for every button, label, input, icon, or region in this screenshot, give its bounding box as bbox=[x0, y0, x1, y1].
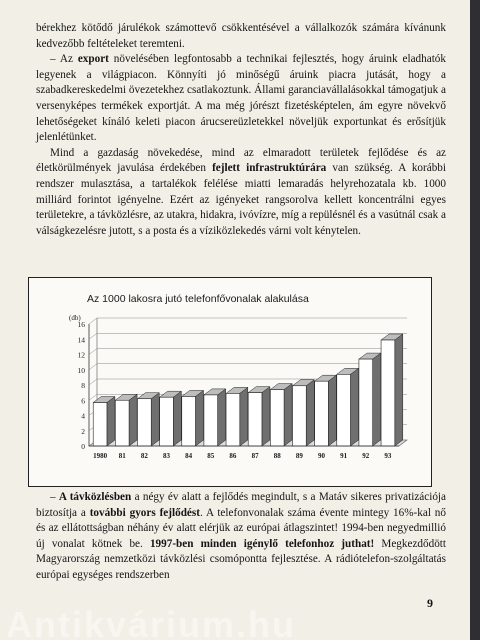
gridline-diagonal bbox=[89, 364, 97, 370]
y-tick-label: 12 bbox=[77, 350, 85, 360]
chart-figure bbox=[28, 277, 432, 487]
x-tick-label: 87 bbox=[251, 452, 259, 460]
bar bbox=[315, 381, 329, 446]
telephone-lines-chart bbox=[29, 278, 431, 486]
bar bbox=[248, 393, 262, 446]
y-tick-label: 4 bbox=[81, 411, 85, 421]
bar-side bbox=[328, 375, 336, 446]
book-edge-shadow bbox=[470, 0, 480, 640]
paragraph-telecom-bold-1: A távközlésben bbox=[58, 491, 132, 503]
y-tick-label: 2 bbox=[81, 426, 85, 436]
bar-side bbox=[196, 390, 204, 446]
paragraph-export-body: növelésében legfontosabb a technikai fejlesztés, hogy áruink eladhatók legyenek a világpiacon. Könnyíti jó minőségű áruink piacra jutását, hogy a szabadkereskedelmi övezetekhez csatlakoztunk. Állami garanciavállalásokkal támogatjuk a versenyképes termékek exportját. A ma még jórészt fizetésképtelen, ám egyre növekvő lehetőségeket kínáló keleti piacon árucsereüzletekkel növeljük exportunkat és erősítjük jelenlétünket. bbox=[36, 53, 446, 144]
bar-side bbox=[373, 353, 381, 446]
chart-title: Az 1000 lakosra jutó telefonfővonalak alakulása bbox=[87, 293, 309, 305]
paragraph-infrastructure-body: van szükség. A korábbi rendszer mulasztása, a tartalékok felélése miatti lemaradás helyrehozatala kb. 1000 milliárd forintot igényelne. Ezért az igényeket rangsorolva kellett koncentrálni egyes területekre, a távközlésre, az utakra, hidakra, ivóvízre, míg a repülésnél és a vasútnál csak a válságkezelésre jutott, s a posta és a víziközlekedés várni volt kénytelen. bbox=[36, 162, 446, 237]
y-tick-label: 0 bbox=[81, 442, 85, 451]
paragraph-infrastructure-bold: fejlett infrastruktúrára bbox=[212, 162, 327, 175]
bar-side bbox=[306, 380, 314, 446]
paragraph-infrastructure bbox=[36, 146, 446, 240]
bar bbox=[137, 399, 151, 446]
paragraph-telecom bbox=[36, 490, 446, 584]
y-tick-label: 6 bbox=[81, 396, 85, 406]
bar bbox=[204, 395, 218, 446]
x-tick-label: 1980 bbox=[93, 452, 108, 460]
x-tick-label: 82 bbox=[140, 452, 148, 460]
bar-side bbox=[351, 368, 359, 446]
bar bbox=[270, 390, 284, 446]
gridline-diagonal bbox=[89, 318, 97, 324]
paragraph-export-bold: export bbox=[77, 53, 109, 66]
paragraph-telecom-dash: – bbox=[50, 491, 59, 503]
x-tick-label: 86 bbox=[229, 452, 237, 460]
x-tick-label: 91 bbox=[340, 452, 348, 460]
paragraph-export-lead: – Az bbox=[50, 53, 78, 66]
watermark-logo: Antikvárium.hu bbox=[6, 604, 297, 640]
paragraph-infrastructure-lead: Mind a gazdaság növekedése, mind az elmaradott területek fejlődése és az életkörülmények javulása érdekében bbox=[36, 146, 446, 175]
y-tick-label: 10 bbox=[77, 365, 85, 375]
bar-side bbox=[284, 384, 292, 446]
paragraph-telecom-part-1: a négy év alatt a fejlődés megindult, s a Matáv sikeres privatizációja biztosítja a bbox=[36, 491, 447, 519]
text-block-bottom bbox=[36, 490, 446, 584]
bar bbox=[160, 397, 174, 446]
x-tick-label: 93 bbox=[384, 452, 392, 460]
gridline-diagonal bbox=[89, 349, 97, 355]
y-tick-label: 14 bbox=[77, 335, 85, 345]
paragraph-export bbox=[36, 52, 446, 146]
chart-y-unit: (db) bbox=[69, 314, 81, 322]
x-tick-label: 85 bbox=[207, 452, 215, 460]
x-tick-label: 83 bbox=[163, 452, 170, 460]
bar bbox=[182, 396, 196, 446]
bar bbox=[381, 340, 395, 446]
gridline-diagonal bbox=[89, 394, 97, 400]
bar bbox=[115, 400, 129, 446]
bar bbox=[359, 359, 373, 446]
gridline-diagonal bbox=[89, 379, 97, 385]
paragraph-telecom-bold-2: további gyors fejlődést bbox=[89, 506, 200, 519]
x-tick-label: 90 bbox=[318, 452, 325, 460]
bar bbox=[337, 374, 351, 446]
x-tick-label: 92 bbox=[362, 452, 370, 460]
bar bbox=[226, 393, 240, 446]
text-block-top bbox=[36, 21, 446, 239]
bar-side bbox=[240, 387, 248, 446]
paragraph-wage-costs: bérekhez kötődő járulékok számottevő csökkentésével a vállalkozók számára kívánunk kedvezőbb feltételeket teremteni. bbox=[36, 22, 446, 50]
bar-side bbox=[173, 391, 181, 446]
bar-side bbox=[129, 394, 137, 446]
paragraph-telecom-bold-3: 1997-ben minden igénylő telefonhoz juthat! bbox=[149, 537, 375, 550]
bar-side bbox=[151, 393, 159, 446]
paragraph-telecom-part-3: Megkezdődött Magyarország nemzetközi távközlési csomópontta fejlesztése. A rádiótelefon-szolgáltatás európai egységes rendszerben bbox=[36, 537, 447, 581]
gridline-diagonal bbox=[89, 333, 97, 339]
page-number: 9 bbox=[427, 596, 433, 610]
bar-side bbox=[218, 389, 226, 446]
paragraph-telecom-part-2: . A telefonvonalak száma évente mintegy 16%-kal nő és az ellátottságban néhány év alatt elérjük az európai átlagszintet! 1994-ben negyedmillió új vonalat kötnek be. bbox=[36, 506, 446, 550]
x-tick-label: 84 bbox=[185, 452, 193, 460]
bar-side bbox=[262, 387, 270, 446]
y-tick-label: 16 bbox=[77, 320, 85, 329]
bar-side bbox=[107, 397, 115, 446]
bar-side bbox=[395, 334, 403, 446]
y-tick-label: 8 bbox=[81, 381, 85, 390]
bar bbox=[292, 386, 306, 446]
x-tick-label: 88 bbox=[273, 452, 281, 460]
bar bbox=[93, 403, 107, 446]
x-tick-label: 81 bbox=[118, 452, 126, 460]
x-tick-label: 89 bbox=[295, 452, 303, 460]
